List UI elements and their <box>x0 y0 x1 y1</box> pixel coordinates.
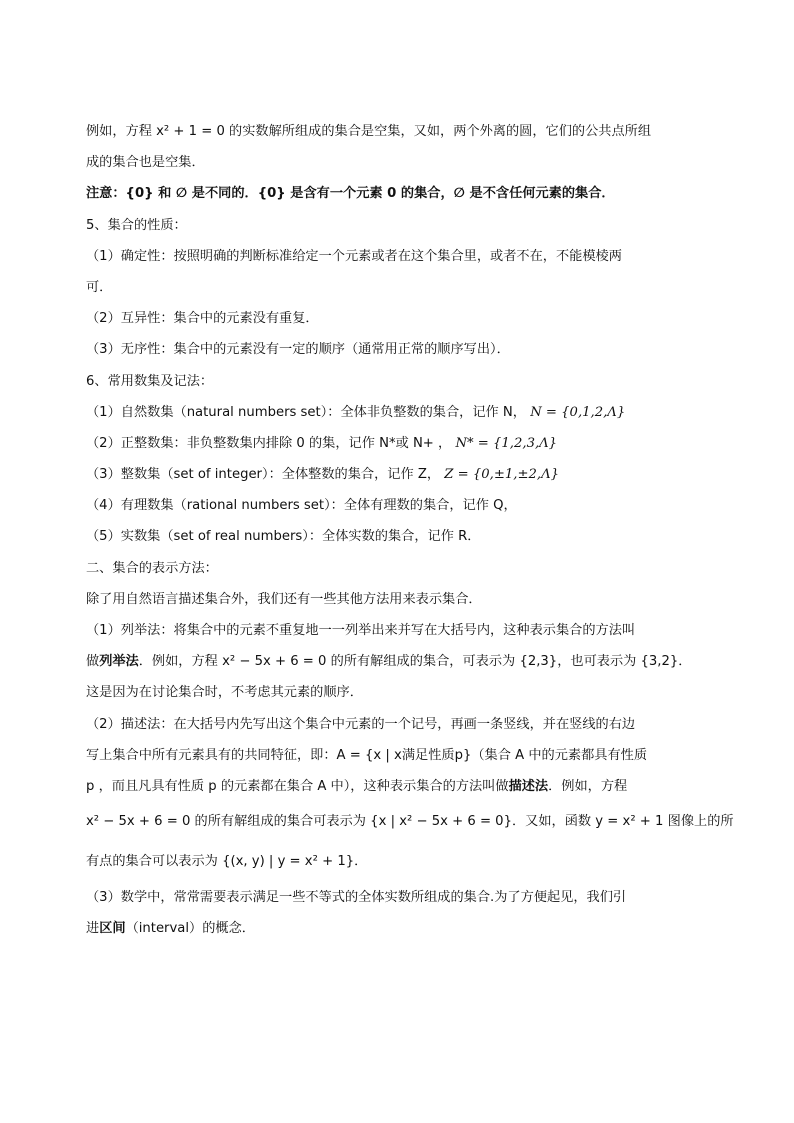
natural-numbers-text: （1）自然数集（natural numbers set）：全体非负整数的集合，记作 N， <box>86 404 526 420</box>
paragraph-line: 可． <box>86 279 113 295</box>
text-fragment: ．例如，方程 x² − 5x + 6 = 0 的所有解组成的集合，可表示为 {2,3}，也可表示为 {3,2}． <box>138 654 692 670</box>
section-5-title: 5、集合的性质： <box>86 217 187 233</box>
integers-line <box>86 459 726 490</box>
term-description: 描述法 <box>508 778 549 794</box>
real-numbers-line: （5）实数集（set of real numbers）：全体实数的集合，记作 R． <box>86 529 481 545</box>
paragraph-line: 除了用自然语言描述集合外，我们还有一些其他方法用来表示集合． <box>86 591 482 607</box>
note-line: 注意：{0} 和 ∅ 是不同的．{0} 是含有一个元素 0 的集合，∅ 是不含任何元素的集合． <box>86 186 615 202</box>
integers-text: （3）整数集（set of integer）：全体整数的集合，记作 Z， <box>86 467 441 483</box>
description-line-2: 写上集合中所有元素具有的共同特征，即：A = {x | x满足性质p}（集合 A 中的元素都具有性质 <box>86 747 648 763</box>
text-fragment: 进 <box>86 921 100 937</box>
enumeration-line-2 <box>86 646 726 677</box>
paragraph-line: （3）无序性：集合中的元素没有一定的顺序（通常用正常的顺序写出）． <box>86 342 510 358</box>
enumeration-line-1: （1）列举法：将集合中的元素不重复地一一列举出来并写在大括号内，这种表示集合的方法叫 <box>86 623 636 638</box>
positive-integers-text: （2）正整数集：非负整数集内排除 0 的集，记作 N*或 N+ ， <box>86 435 452 451</box>
text-fragment: ．例如，方程 <box>548 778 628 794</box>
text-fragment: （interval）的概念． <box>125 921 255 937</box>
document-body <box>86 116 734 945</box>
paragraph-line: 例如，方程 x² + 1 = 0 的实数解所组成的集合是空集，又如，两个外离的圆，它们的公共点所组 <box>86 124 652 139</box>
natural-numbers-line <box>86 397 726 428</box>
text-fragment: p ，而且凡具有性质 p 的元素都在集合 A 中），这种表示集合的方法叫做 <box>86 778 509 794</box>
description-line-1: （2）描述法：在大括号内先写出这个集合中元素的一个记号，再画一条竖线，并在竖线的右边 <box>86 716 636 732</box>
positive-integers-line <box>86 428 726 459</box>
interval-line-1: （3）数学中，常常需要表示满足一些不等式的全体实数所组成的集合.为了方便起见，我们引 <box>86 890 627 906</box>
term-interval: 区间 <box>99 921 126 937</box>
natural-numbers-formula: N = {0,1,2,Λ} <box>530 404 626 420</box>
paragraph-line: （1）确定性：按照明确的判断标准给定一个元素或者在这个集合里，或者不在，不能模棱两 <box>86 248 622 264</box>
section-2-title: 二、集合的表示方法： <box>86 560 218 576</box>
paragraph-line: （2）互异性：集合中的元素没有重复． <box>86 311 319 327</box>
interval-line-2 <box>86 913 726 944</box>
term-enumeration: 列举法 <box>99 654 139 670</box>
description-line-5: 有点的集合可以表示为 {(x, y) | y = x² + 1}． <box>86 854 368 870</box>
text-fragment: 做 <box>86 654 100 670</box>
rational-numbers-line: （4）有理数集（rational numbers set）：全体有理数的集合，记作 Q， <box>86 498 517 514</box>
paragraph-line: 成的集合也是空集． <box>86 155 205 171</box>
section-6-title: 6、常用数集及记法： <box>86 373 214 389</box>
enumeration-line-3: 这是因为在讨论集合时，不考虑其元素的顺序． <box>86 685 363 701</box>
integers-formula: Z = {0,±1,±2,Λ} <box>444 467 559 483</box>
description-line-4: x² − 5x + 6 = 0 的所有解组成的集合可表示为 {x | x² − 5x + 6 = 0}．又如，函数 y = x² + 1 图像上的所 <box>86 814 734 830</box>
description-line-3 <box>86 771 726 802</box>
positive-integers-formula: N* = {1,2,3,Λ} <box>455 435 558 451</box>
